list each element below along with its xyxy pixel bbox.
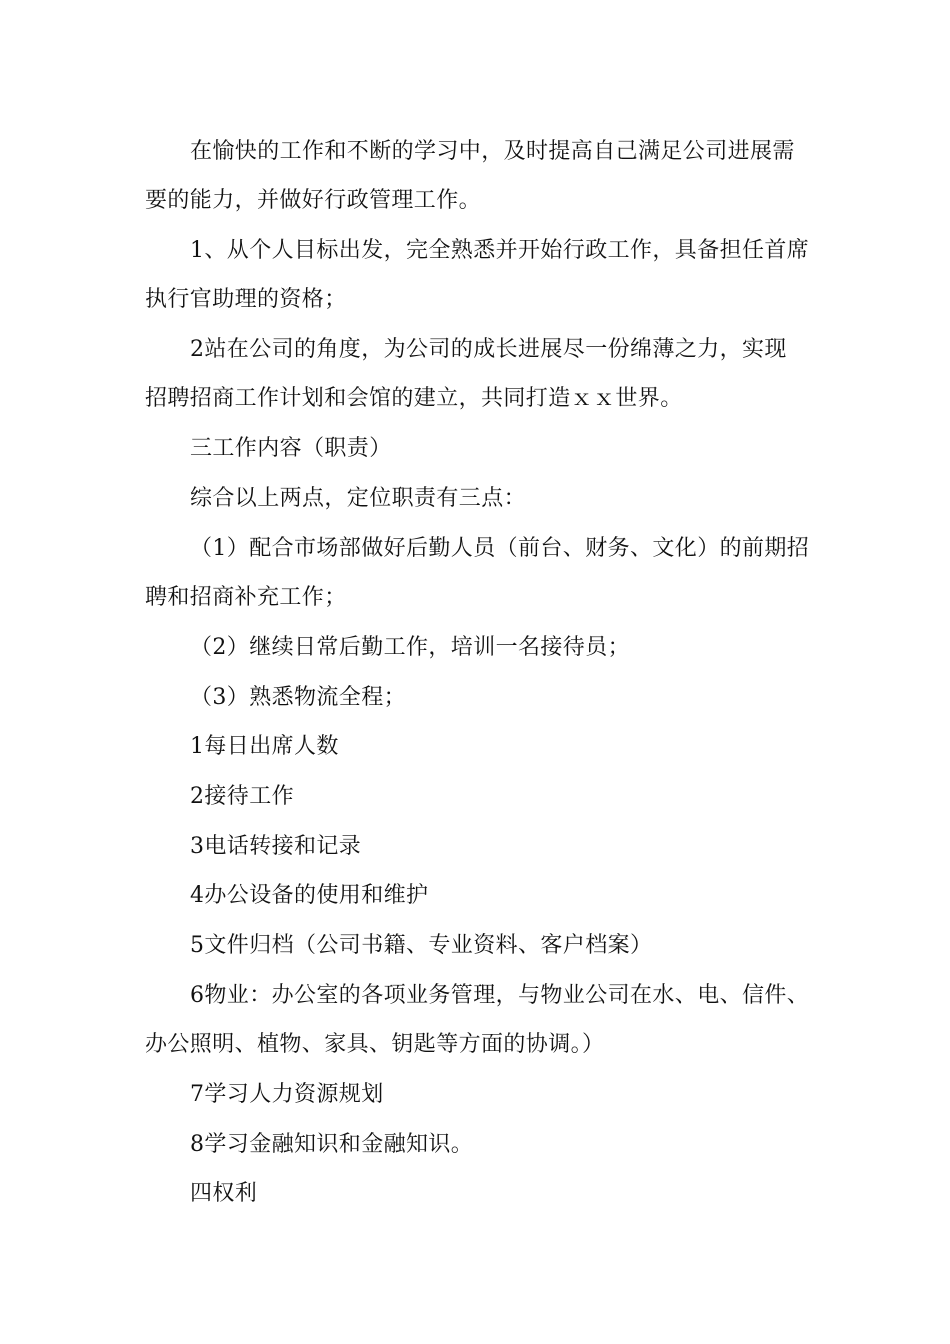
section-heading: 四权利 [190,1181,258,1206]
list-item: 1每日出席人数 [190,734,339,759]
paragraph-line: 在愉快的工作和不断的学习中，及时提高自己满足公司进展需 [190,139,795,164]
list-item: （1）配合市场部做好后勤人员（前台、财务、文化）的前期招 [190,536,810,561]
list-item: 7学习人力资源规划 [190,1082,384,1107]
paragraph-line: 要的能力，并做好行政管理工作。 [145,188,482,213]
paragraph-line: 2站在公司的角度，为公司的成长进展尽一份绵薄之力，实现 [190,337,787,362]
paragraph-line: 聘和招商补充工作； [145,585,347,610]
paragraph-line: 综合以上两点，定位职责有三点： [190,486,527,511]
paragraph-line: 1、从个人目标出发，完全熟悉并开始行政工作，具备担任首席 [190,238,810,263]
list-item: 4办公设备的使用和维护 [190,883,429,908]
section-heading: 三工作内容（职责） [190,436,392,461]
list-item: （2）继续日常后勤工作，培训一名接待员； [190,635,630,660]
paragraph-line: 办公照明、植物、家具、钥匙等方面的协调。） [145,1032,605,1057]
list-item: 2接待工作 [190,784,294,809]
paragraph-line: 执行官助理的资格； [145,287,347,312]
paragraph-line: 招聘招商工作计划和会馆的建立，共同打造ｘｘ世界。 [145,386,683,411]
list-item: 8学习金融知识和金融知识。 [190,1132,474,1157]
list-item: 6物业：办公室的各项业务管理，与物业公司在水、电、信件、 [190,983,810,1008]
list-item: （3）熟悉物流全程； [190,685,406,710]
list-item: 5文件归档（公司书籍、专业资料、客户档案） [190,933,653,958]
list-item: 3电话转接和记录 [190,834,362,859]
